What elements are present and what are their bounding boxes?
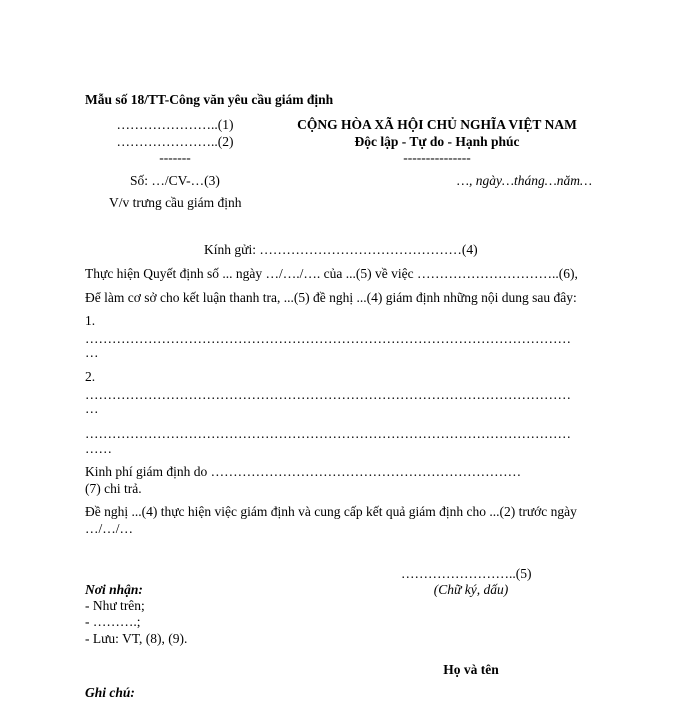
recipient-item: - Như trên; (85, 598, 145, 613)
item-1-dots: ……………………………………………………………………………………………… (85, 331, 571, 346)
recipients-title: Nơi nhận: (85, 582, 143, 597)
item-2-label: 2. (85, 369, 96, 384)
paragraph-decision: Thực hiện Quyết định số ... ngày …/…./…. của ...(5) về việc …………………………..(6), (85, 266, 578, 281)
paragraph-request: Để làm cơ sở cho kết luận thanh tra, ...(5) đề nghị ...(4) giám định những nội dung sau đây: (85, 290, 577, 305)
signature-note: (Chữ ký, dấu) (433, 582, 509, 597)
funding-line-1: Kinh phí giám định do …………………………………………………………… (85, 464, 522, 479)
item-1-label: 1. (85, 313, 96, 328)
extra-dots-end: …… (85, 441, 112, 456)
extra-dots: ……………………………………………………………………………………………… (85, 426, 571, 441)
funding-line-2: (7) chi trả. (85, 481, 142, 496)
footer-note-title: Ghi chú: (85, 685, 135, 700)
item-2-dots-end: … (85, 401, 99, 416)
signer-name: Họ và tên (443, 662, 499, 677)
agency-line-1: …………………..(1) (116, 117, 234, 132)
document-subject: V/v trưng cầu giám định (109, 195, 242, 210)
item-1-dots-end: … (85, 345, 99, 360)
recipient-salutation: Kính gửi: ………………………………………(4) (204, 242, 478, 257)
item-2-dots: ……………………………………………………………………………………………… (85, 387, 571, 402)
document-date: …, ngày…tháng…năm… (457, 173, 593, 188)
document-number: Số: …/CV-…(3) (130, 173, 220, 188)
recipient-item: - Lưu: VT, (8), (9). (85, 631, 188, 646)
request-line-2: …/…/… (85, 521, 134, 536)
form-title: Mẫu số 18/TT-Công văn yêu cầu giám định (85, 92, 334, 107)
nation-title: CỘNG HÒA XÃ HỘI CHỦ NGHĨA VIỆT NAM (297, 117, 577, 132)
left-header-separator: ------- (159, 150, 191, 165)
recipient-item: - ……….; (85, 614, 141, 629)
request-line-1: Đề nghị ...(4) thực hiện việc giám định và cung cấp kết quả giám định cho ...(2) trước ngày (85, 504, 577, 519)
agency-line-2: …………………..(2) (116, 134, 234, 149)
national-motto: Độc lập - Tự do - Hạnh phúc (354, 134, 520, 149)
signature-line: ……………………..(5) (401, 566, 532, 581)
right-header-separator: --------------- (403, 150, 471, 165)
